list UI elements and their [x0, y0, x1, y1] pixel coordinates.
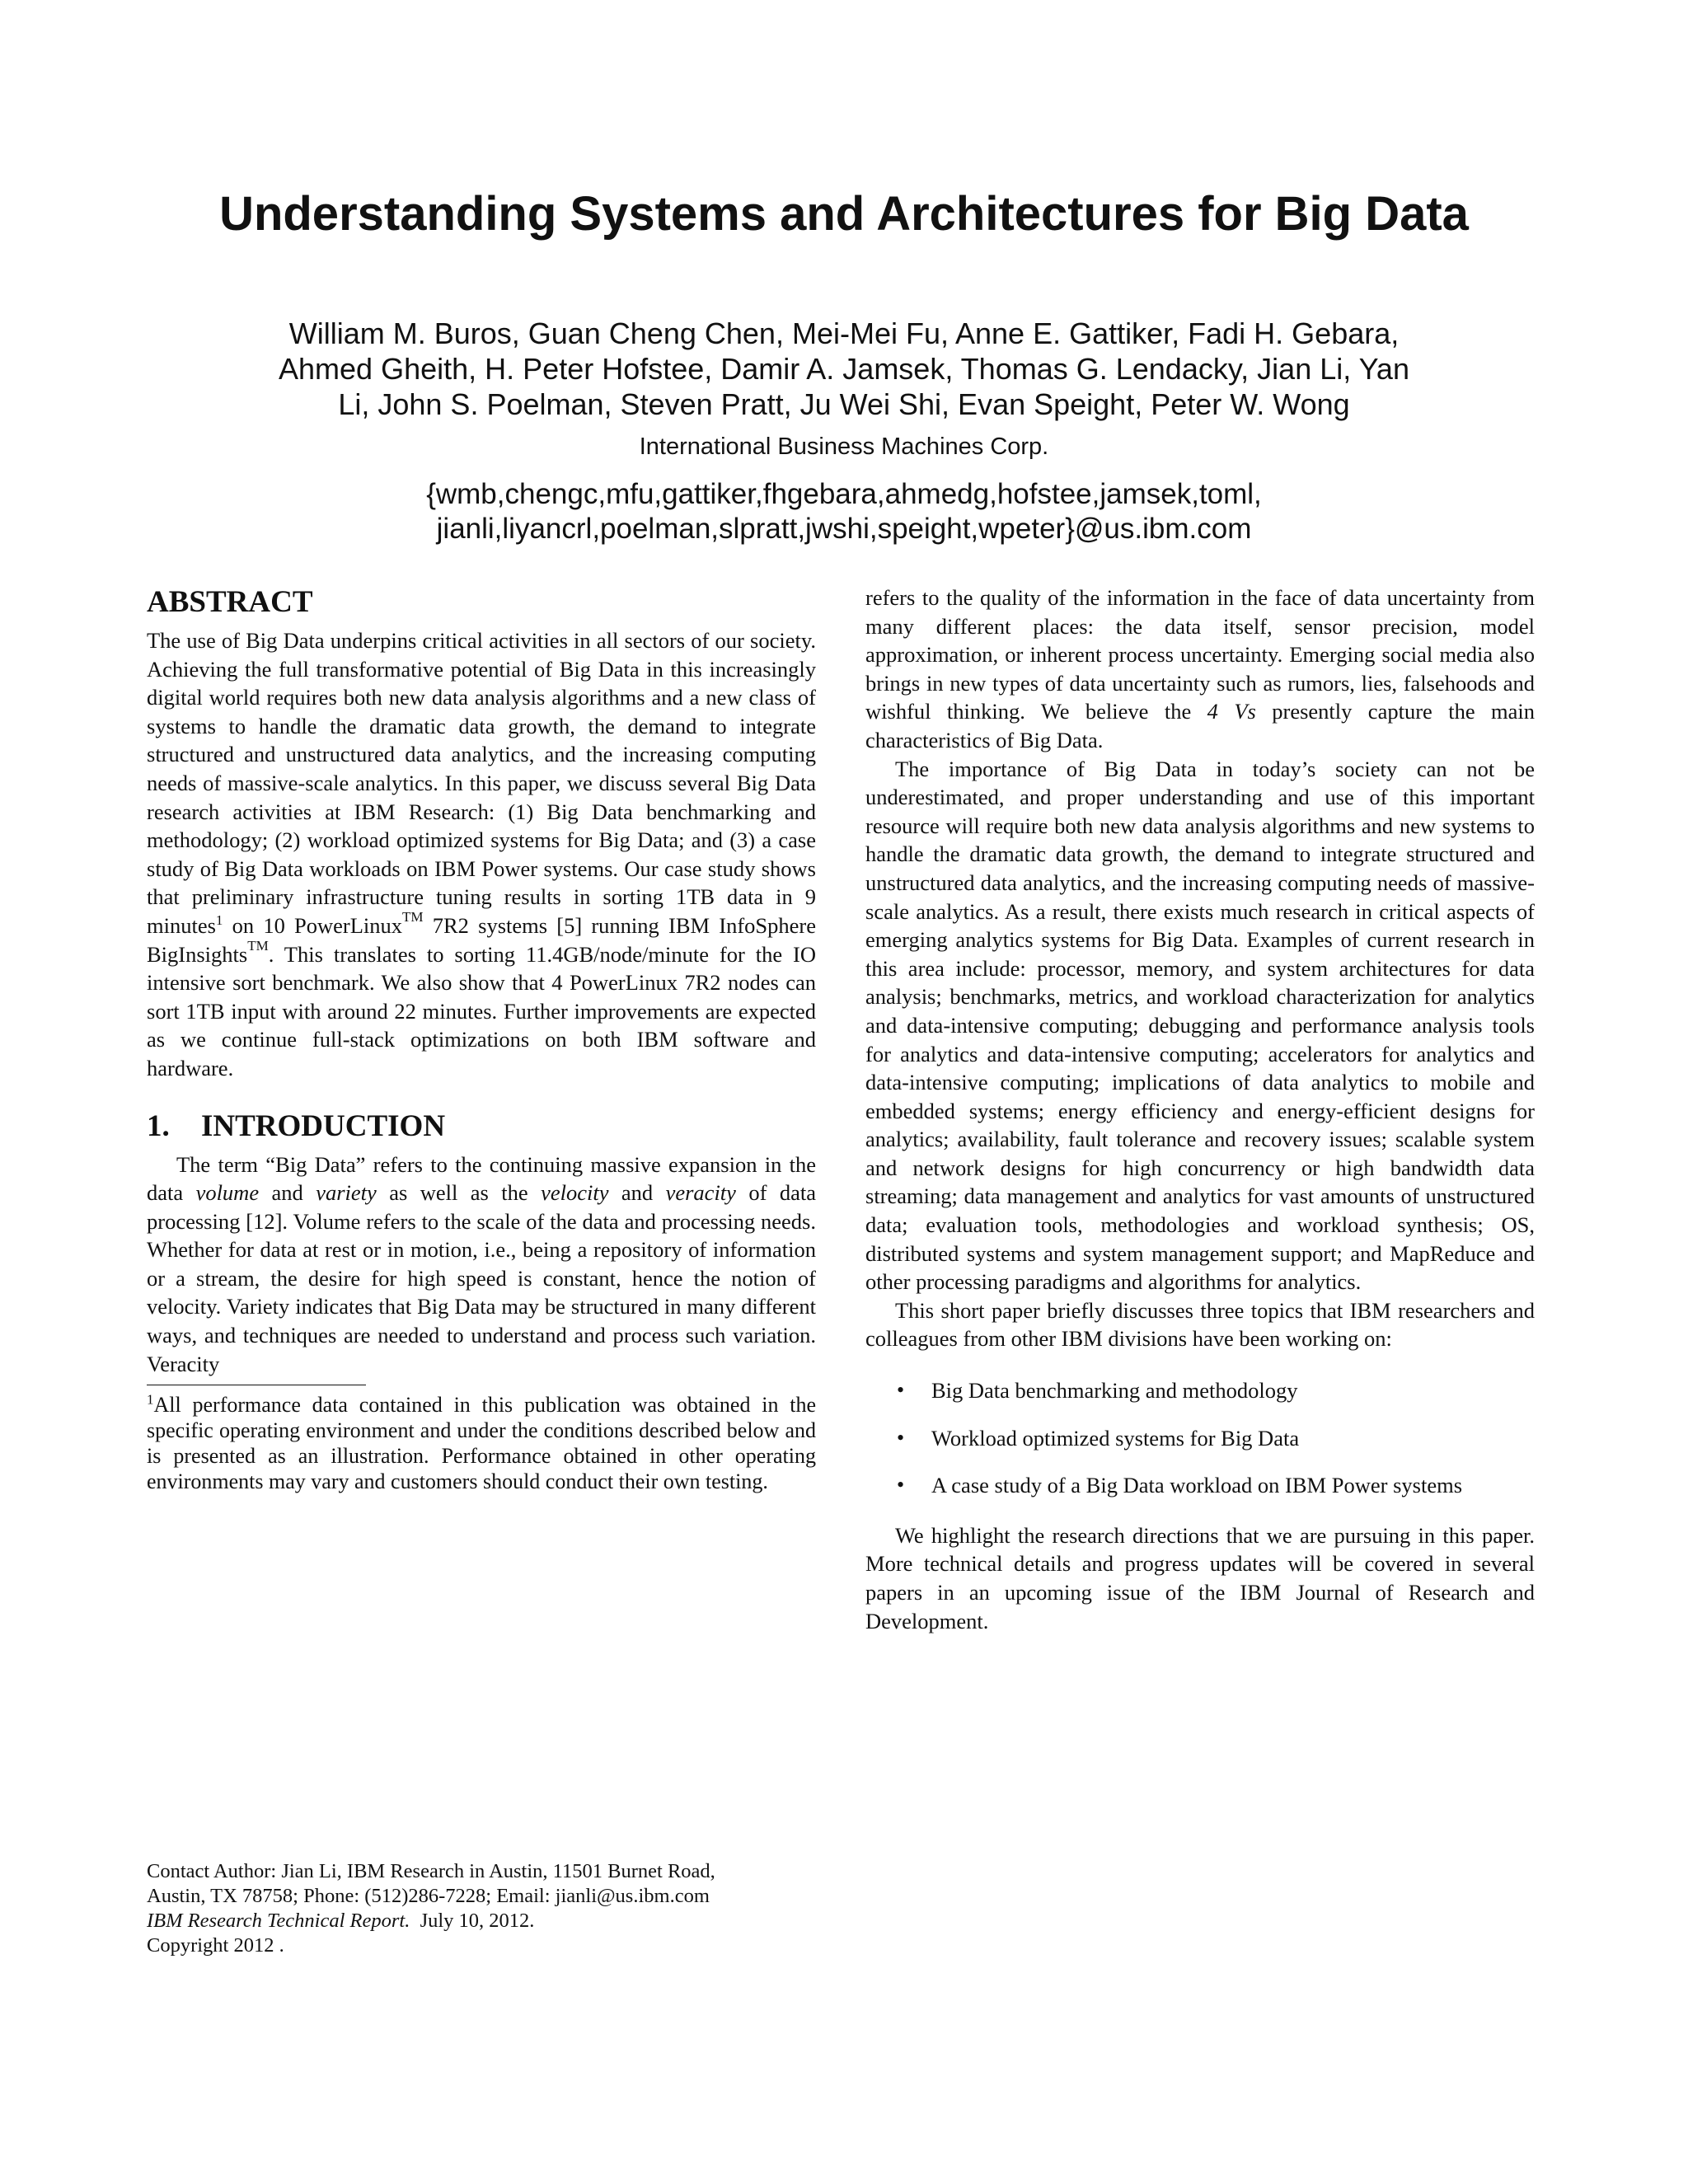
list-item-text: Workload optimized systems for Big Data	[931, 1425, 1300, 1451]
list-item	[865, 1424, 1535, 1453]
text-run: and	[259, 1180, 316, 1206]
text-run: refers to the quality of the information in the face of data uncertainty from many different places: the data itself, sensor precision, model approximation, or inherent process uncertainty. Emerging social media also brings in new types of data uncertainty such as rumors, lies, falsehoods and wishful thinking. We believe the	[865, 585, 1535, 724]
intro-paragraph: The importance of Big Data in today’s society can not be underestimated, and proper understanding and use of this important resource will require both new data analysis algorithms and new systems to handle the dramatic data growth, the demand to integrate structured and unstructured data analytics, and the increasing computing needs of massive-scale analytics. As a result, there exists much research in critical aspects of emerging analytics systems for Big Data. Examples of current research in this area include: processor, memory, and system architectures for data analysis; benchmarks, metrics, and workload characterization for analytics and data-intensive computing; debugging and performance analysis tools for analytics and data-intensive computing; accelerators for analytics and data-intensive computing; implications of data analytics to mobile and embedded systems; energy efficiency and energy-efficient designs for analytics; availability, fault tolerance and recovery issues; scalable system and network designs for high concurrency or high bandwidth data streaming; data management and analytics for vast amounts of unstructured data; evaluation tools, methodologies and workload synthesis; OS, distributed systems and system management support; and MapReduce and other processing paradigms and algorithms for analytics.	[865, 756, 1535, 1295]
emphasis-4vs: 4 Vs	[1207, 699, 1256, 724]
abstract-heading: ABSTRACT	[147, 585, 313, 619]
abstract-part: on 10 PowerLinux	[223, 912, 403, 938]
list-item	[865, 1471, 1535, 1500]
footnote-marker: 1	[147, 1391, 154, 1408]
emphasis-volume: volume	[195, 1180, 260, 1206]
trademark-mark: TM	[247, 937, 269, 954]
left-column	[147, 583, 816, 1494]
intro-paragraph: This short paper briefly discusses three topics that IBM researchers and colleagues from other IBM divisions have been working on:	[865, 1297, 1535, 1352]
author-line: Li, John S. Poelman, Steven Pratt, Ju Wei Shi, Evan Speight, Peter W. Wong	[338, 387, 1350, 421]
contact-line: Contact Author: Jian Li, IBM Research in Austin, 11501 Burnet Road,	[147, 1860, 715, 1882]
topic-list	[865, 1376, 1535, 1500]
abstract-part: 7R2 systems [5] running IBM InfoSphere BigInsights	[147, 912, 816, 967]
section-number: 1.	[147, 1108, 170, 1143]
emphasis-velocity: velocity	[541, 1180, 609, 1206]
bullet-icon: •	[897, 1473, 905, 1497]
copyright-line: Copyright 2012 .	[147, 1934, 284, 1957]
right-column	[865, 583, 1535, 1635]
abstract-part: . This translates to sorting 11.4GB/node/minute for the IO intensive sort benchmark. We also show that 4 PowerLinux 7R2 nodes can sort 1TB input with around 22 minutes. Further improvements are expected as we continue full-stack optimizations on both IBM software and hardware.	[147, 941, 816, 1080]
report-date: July 10, 2012.	[420, 1910, 535, 1932]
trademark-mark: TM	[402, 908, 424, 925]
list-item	[865, 1376, 1535, 1405]
author-list	[190, 316, 1498, 422]
bullet-icon: •	[897, 1378, 905, 1403]
footnote	[147, 1392, 816, 1494]
text-run: and	[608, 1180, 666, 1206]
emphasis-veracity: veracity	[665, 1180, 736, 1206]
report-name: IBM Research Technical Report.	[147, 1910, 410, 1932]
text-run: presently capture the main characteristics of Big Data.	[865, 699, 1535, 752]
paper-title: Understanding Systems and Architectures for Big Data	[219, 187, 1469, 241]
intro-paragraph-continued	[865, 583, 1535, 755]
email-line: {wmb,chengc,mfu,gattiker,fhgebara,ahmedg,hofstee,jamsek,toml,	[426, 478, 1262, 510]
abstract-part: The use of Big Data underpins critical activities in all sectors of our society. Achieving the full transformative potential of Big Data in this increasingly digital world requires both new data analysis algorithms and a new class of systems to handle the dramatic data growth, the demand to integrate structured and unstructured data analytics, and the increasing computing needs of massive-scale analytics. In this paper, we discuss several Big Data research activities at IBM Research: (1) Big Data benchmarking and methodology; (2) workload optimized systems for Big Data; and (3) a case study of Big Data workloads on IBM Power systems. Our case study shows that preliminary infrastructure tuning results in sorting 1TB data in 9 minutes	[147, 628, 816, 938]
bullet-icon: •	[897, 1425, 905, 1450]
introduction-heading	[147, 1108, 816, 1146]
contact-block	[147, 1859, 823, 1958]
list-item-text: A case study of a Big Data workload on IBM Power systems	[931, 1473, 1463, 1498]
emphasis-variety: variety	[316, 1180, 377, 1206]
author-line: William M. Buros, Guan Cheng Chen, Mei-Mei Fu, Anne E. Gattiker, Fadi H. Gebara,	[288, 316, 1400, 350]
text-run: of data processing [12]. Volume refers to the scale of the data and processing needs. Whether for data at rest or in motion, i.e., being a repository of information or a stream, the desire for high speed is constant, hence the notion of velocity. Variety indicates that Big Data may be structured in many different ways, and techniques are needed to understand and process such variation. Veracity	[147, 1180, 817, 1376]
text-run: The term “Big Data” refers to the continuing massive expansion in the data	[147, 1151, 816, 1206]
affiliation: International Business Machines Corp.	[639, 434, 1049, 460]
section-title: INTRODUCTION	[201, 1108, 446, 1143]
list-item-text: Big Data benchmarking and methodology	[931, 1378, 1298, 1404]
email-line: jianli,liyancrl,poelman,slpratt,jwshi,speight,wpeter}@us.ibm.com	[436, 513, 1252, 545]
abstract-text	[147, 626, 816, 1083]
contact-line: Austin, TX 78758; Phone: (512)286-7228; Email: jianli@us.ibm.com	[147, 1885, 710, 1907]
footnote-text: All performance data contained in this publication was obtained in the specific operating environment and under the conditions described below and is presented as an illustration. Performance obtained in other operating environments may vary and customers should conduct their own testing.	[147, 1393, 816, 1494]
intro-paragraph	[147, 1151, 816, 1379]
text-run: as well as the	[376, 1180, 542, 1206]
author-line: Ahmed Gheith, H. Peter Hofstee, Damir A. Jamsek, Thomas G. Lendacky, Jian Li, Yan	[279, 352, 1409, 386]
footnote-marker: 1	[215, 912, 223, 929]
author-emails	[247, 477, 1441, 546]
report-line	[147, 1909, 823, 1933]
intro-paragraph: We highlight the research directions that we are pursuing in this paper. More technical details and progress updates will be covered in several papers in an upcoming issue of the IBM Journal of Research and Development.	[865, 1522, 1535, 1633]
